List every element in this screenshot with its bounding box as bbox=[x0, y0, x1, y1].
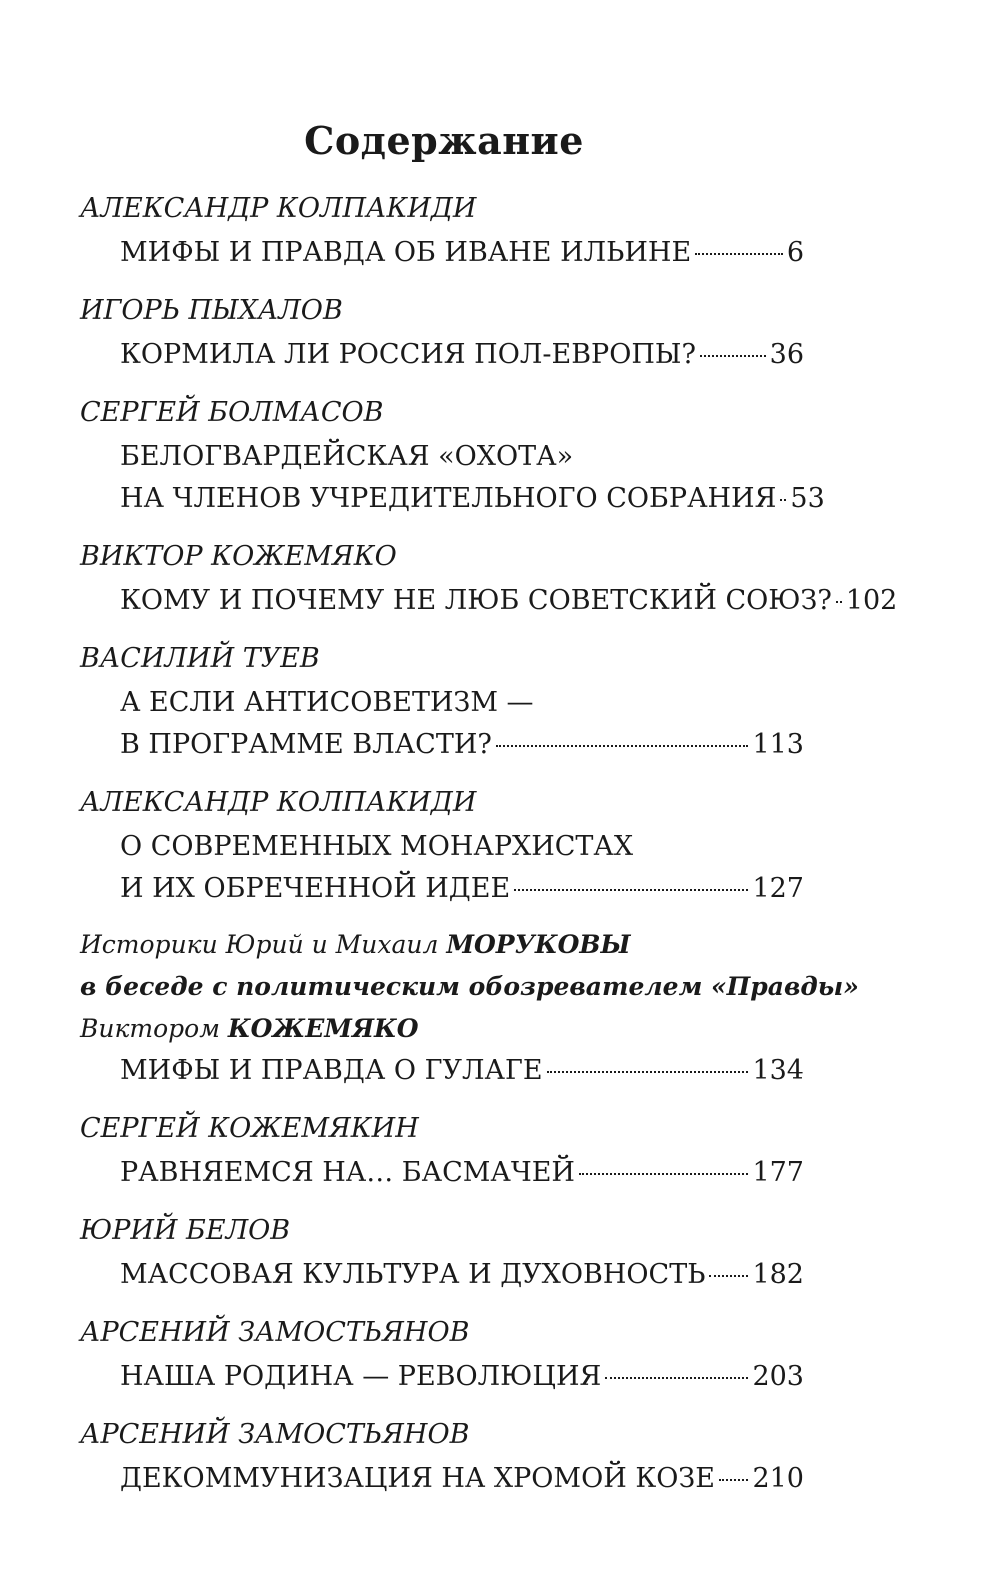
page-number: 36 bbox=[769, 339, 804, 370]
toc-author: ЮРИЙ БЕЛОВ bbox=[80, 1215, 291, 1246]
toc-title-line[interactable] bbox=[120, 334, 804, 376]
page-number: 53 bbox=[790, 483, 825, 514]
page-number: 210 bbox=[752, 1463, 804, 1494]
dot-leader bbox=[547, 1071, 749, 1073]
toc-author-surname: КОЖЕМЯКО bbox=[227, 1014, 419, 1043]
toc-entry bbox=[80, 390, 825, 520]
toc-author: ВАСИЛИЙ ТУЕВ bbox=[80, 643, 320, 674]
toc-author bbox=[80, 1008, 804, 1050]
toc-title-line[interactable] bbox=[120, 1254, 804, 1296]
toc-author bbox=[80, 924, 804, 966]
toc-title-line[interactable] bbox=[120, 868, 804, 910]
toc-title-line[interactable] bbox=[120, 682, 804, 724]
toc-author: ВИКТОР КОЖЕМЯКО bbox=[80, 541, 397, 572]
page-number: 113 bbox=[752, 729, 804, 760]
page-number: 182 bbox=[752, 1259, 804, 1290]
toc-title: А ЕСЛИ АНТИСОВЕТИЗМ — bbox=[120, 687, 534, 718]
dot-leader bbox=[700, 355, 766, 357]
toc-title-line[interactable] bbox=[120, 232, 804, 274]
dot-leader bbox=[605, 1377, 748, 1379]
dot-leader bbox=[695, 253, 783, 255]
toc-author: АРСЕНИЙ ЗАМОСТЬЯНОВ bbox=[80, 1317, 470, 1348]
toc-author: АЛЕКСАНДР КОЛПАКИДИ bbox=[80, 787, 477, 818]
toc-title: РАВНЯЕМСЯ НА… БАСМАЧЕЙ bbox=[120, 1157, 575, 1188]
toc-title: БЕЛОГВАРДЕЙСКАЯ «ОХОТА» bbox=[120, 441, 574, 472]
toc-entry bbox=[80, 1106, 804, 1194]
dot-leader bbox=[780, 499, 786, 501]
toc-entry bbox=[80, 1208, 804, 1296]
toc-author-surname: МОРУКОВЫ bbox=[446, 930, 631, 959]
toc-author: АЛЕКСАНДР КОЛПАКИДИ bbox=[80, 193, 477, 224]
toc-title-line[interactable] bbox=[120, 1356, 804, 1398]
toc-entry bbox=[80, 534, 898, 622]
toc-entry bbox=[80, 924, 859, 1092]
dot-leader bbox=[719, 1479, 749, 1481]
page-number: 177 bbox=[752, 1157, 804, 1188]
dot-leader bbox=[579, 1173, 749, 1175]
toc-author bbox=[80, 966, 859, 1008]
toc-title: МИФЫ И ПРАВДА ОБ ИВАНЕ ИЛЬИНЕ bbox=[120, 237, 692, 268]
toc-author-text: в беседе с политическим обозревателем «Правды» bbox=[80, 972, 859, 1001]
dot-leader bbox=[496, 745, 749, 747]
toc-title-line[interactable] bbox=[120, 580, 898, 622]
toc-title-line[interactable] bbox=[120, 724, 804, 766]
toc-entry bbox=[80, 288, 804, 376]
toc-author-text: Историки Юрий и Михаил bbox=[80, 930, 447, 959]
toc-title-line[interactable] bbox=[120, 1458, 804, 1500]
toc-author-text: Виктором bbox=[80, 1014, 228, 1043]
page-title: Содержание bbox=[304, 118, 584, 163]
toc-title: МАССОВАЯ КУЛЬТУРА И ДУХОВНОСТЬ bbox=[120, 1259, 706, 1290]
toc-entry bbox=[80, 780, 804, 910]
toc-entry bbox=[80, 1310, 804, 1398]
toc-title: МИФЫ И ПРАВДА О ГУЛАГЕ bbox=[120, 1055, 543, 1086]
page-number: 127 bbox=[752, 873, 804, 904]
page-number: 134 bbox=[752, 1055, 804, 1086]
toc-title: НАША РОДИНА — РЕВОЛЮЦИЯ bbox=[120, 1361, 602, 1392]
toc-title: КОМУ И ПОЧЕМУ НЕ ЛЮБ СОВЕТСКИЙ СОЮЗ? bbox=[120, 585, 832, 616]
dot-leader bbox=[836, 601, 842, 603]
dot-leader bbox=[514, 889, 748, 891]
toc-title-line[interactable] bbox=[120, 1152, 804, 1194]
toc-title: ДЕКОММУНИЗАЦИЯ НА ХРОМОЙ КОЗЕ bbox=[120, 1463, 715, 1494]
toc-title: В ПРОГРАММЕ ВЛАСТИ? bbox=[120, 729, 492, 760]
toc-title-line[interactable] bbox=[120, 1050, 804, 1092]
toc-entry bbox=[80, 1412, 804, 1500]
dot-leader bbox=[709, 1275, 748, 1277]
page-number: 203 bbox=[752, 1361, 804, 1392]
page-number: 6 bbox=[786, 237, 804, 268]
page-number: 102 bbox=[845, 585, 898, 616]
table-of-contents bbox=[80, 186, 898, 1514]
toc-title: И ИХ ОБРЕЧЕННОЙ ИДЕЕ bbox=[120, 873, 511, 904]
toc-title: КОРМИЛА ЛИ РОССИЯ ПОЛ-ЕВРОПЫ? bbox=[120, 339, 696, 370]
toc-title-line[interactable] bbox=[120, 436, 804, 478]
toc-author: АРСЕНИЙ ЗАМОСТЬЯНОВ bbox=[80, 1419, 470, 1450]
toc-entry bbox=[80, 186, 804, 274]
toc-author: СЕРГЕЙ КОЖЕМЯКИН bbox=[80, 1113, 419, 1144]
toc-title-line[interactable] bbox=[120, 826, 804, 868]
toc-author: СЕРГЕЙ БОЛМАСОВ bbox=[80, 397, 384, 428]
toc-title: НА ЧЛЕНОВ УЧРЕДИТЕЛЬНОГО СОБРАНИЯ bbox=[120, 483, 777, 514]
toc-title-line[interactable] bbox=[120, 478, 825, 520]
toc-entry bbox=[80, 636, 804, 766]
toc-author: ИГОРЬ ПЫХАЛОВ bbox=[80, 295, 343, 326]
toc-title: О СОВРЕМЕННЫХ МОНАРХИСТАХ bbox=[120, 831, 634, 862]
